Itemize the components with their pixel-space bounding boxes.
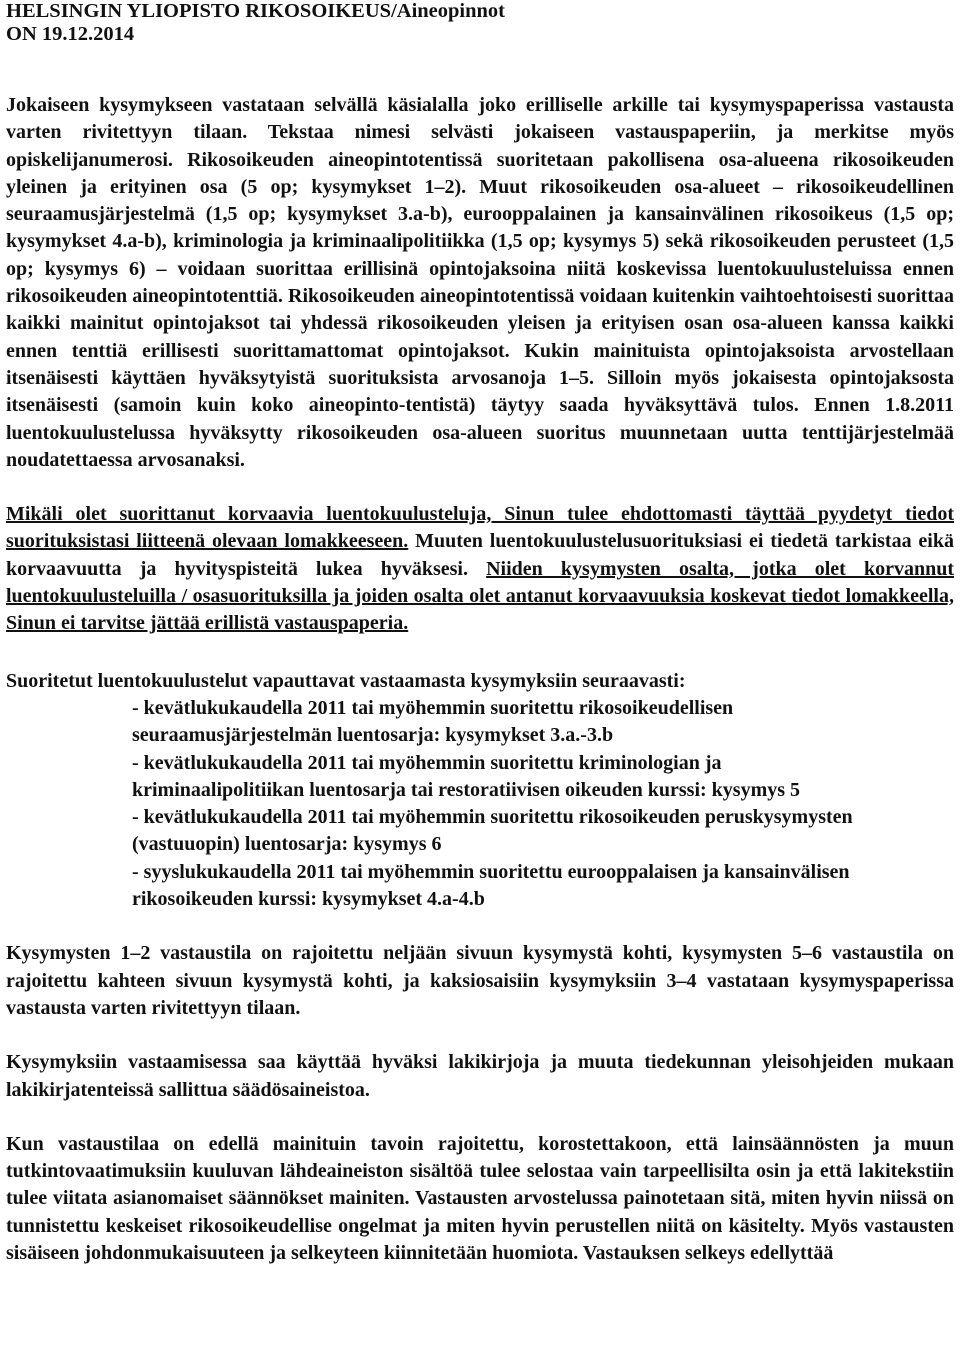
instructions-paragraph: Jokaiseen kysymykseen vastataan selvällä käsialalla joko erilliselle arkille tai kysymyspaperissa vastausta varten rivitettyyn tilaan. Tekstaa nimesi selvästi jokaiseen vastauspaperiin, ja merkitse myös opiskelijanumerosi. Rikosoikeuden aineopintotentissä suoritetaan pakollisena osa-alueena rikosoikeuden yleinen ja erityinen osa (5 op; kysymykset 1–2). Muut rikosoikeuden osa-alueet – rikosoikeudellinen seuraamusjärjestelmä (1,5 op; kysymykset 3.a-b), eurooppalainen ja kansainvälinen rikosoikeus (1,5 op; kysymykset 4.a-b), kriminologia ja kriminaalipolitiikka (1,5 op; kysymys 5) sekä rikosoikeuden perusteet (1,5 op; kysymys 6) – voidaan suorittaa erillisinä opintojaksoina niitä koskevissa luentokuulusteluissa ennen rikosoikeuden aineopintotenttiä. Rikosoikeuden aineopintotentissä voidaan kuitenkin vaihtoehtoisesti suorittaa kaikki mainitut opintojaksot tai yhdessä rikosoikeuden yleisen ja erityisen osan osa-alueen kanssa kaikki ennen tenttiä erillisesti suorittamattomat opintojaksot. Kukin mainituista opintojaksoista arvostellaan itsenäisesti käyttäen hyväksytyistä suorituksista arvosanoja 1–5. Silloin myös jokaisesta opintojaksosta itsenäisesti (samoin kuin koko aineopinto-tentistä) täytyy saada hyväksyttävä tulos. Ennen 1.8.2011 luentokuulustelussa hyväksytty rikosoikeuden osa-alueen suoritus muunnetaan uutta tenttijärjestelmää noudatettaessa arvosanaksi. xyxy=(6,94,954,471)
answer-space-paragraph: Kysymysten 1–2 vastaustila on rajoitettu neljään sivuun kysymystä kohti, kysymysten 5–6 vastaustila on rajoitettu kahteen sivuun kysymystä kohti, ja kaksiosaisiin kysymyksiin 3–4 vastataan kysymyspaperissa vastausta varten rivitettyyn tilaan. xyxy=(6,942,954,1019)
list-item: - kevätlukukaudella 2011 tai myöhemmin suoritettu kriminologian ja kriminaalipolitiikan luentosarja tai restoratiivisen oikeuden kurssi: kysymys 5 xyxy=(132,751,801,801)
credit-paragraph xyxy=(6,501,954,637)
list-item: - syyslukukaudella 2011 tai myöhemmin suoritettu eurooppalaisen ja kansainvälisen rikosoikeuden kurssi: kysymykset 4.a-4.b xyxy=(132,860,850,911)
list-item: - kevätlukukaudella 2011 tai myöhemmin suoritettu rikosoikeudellisen seuraamusjärjestelmän luentosarja: kysymykset 3.a.-3.b xyxy=(132,696,734,747)
credit-notice-underlined-2: Niiden kysymysten osalta, jotka olet korvannut luentokuulusteluilla / osasuorituksilla ja joiden osalta olet antanut korvaavuuksia koskevat tiedot lomakkeella, Sinun ei tarvitse jättää erillistä vastauspaperia. xyxy=(6,557,954,635)
grading-paragraph: Kun vastaustilaa on edellä mainituin tavoin rajoitettu, korostettakoon, että lainsäännösten ja muun tutkintovaatimuksiin kuuluvan lähdeaineiston sisältöä tulee selostaa vain tarpeellisilta osin ja että lakitekstiin tulee viitata asianomaiset säännökset mainiten. Vastausten arvostelussa painotetaan sitä, miten hyvin niissä on tunnistettu keskeiset rikosoikeudellise ongelmat ja miten hyvin perustellen niitä on käsitelty. Myös vastausten sisäiseen johdonmukaisuuteen ja selkeyteen kiinnitetään huomiota. Vastauksen selkeys edellyttää xyxy=(6,1132,954,1264)
list-item: - kevätlukukaudella 2011 tai myöhemmin suoritettu rikosoikeuden peruskysymysten (vastuuopin) luentosarja: kysymys 6 xyxy=(132,806,853,856)
credit-notice-underlined-1: Mikäli olet suorittanut korvaavia luentokuulusteluja, Sinun tulee ehdottomasti täyttää pyydetyt tiedot suorituksistasi liitteenä olevaan lomakkeeseen. xyxy=(6,503,954,553)
materials-paragraph: Kysymyksiin vastaamisessa saa käyttää hyväksi lakikirjoja ja muuta tiedekunnan yleisohjeiden mukaan lakikirjatenteissä sallittua säädösaineistoa. xyxy=(6,1051,954,1101)
header-title: HELSINGIN YLIOPISTO RIKOSOIKEUS/Aineopinnot xyxy=(6,0,505,22)
credit-notice-plain: Muuten luentokuulustelusuorituksiasi ei tiedetä tarkistaa eikä korvaavuutta ja hyvityspisteitä lukea hyväksesi. xyxy=(6,530,954,580)
document-header xyxy=(6,0,954,46)
exemptions-intro: Suoritetut luentokuulustelut vapauttavat vastaamasta kysymyksiin seuraavasti: xyxy=(6,669,686,692)
header-date: ON 19.12.2014 xyxy=(6,23,135,45)
exam-instructions-page xyxy=(6,0,954,1267)
exemptions-list xyxy=(132,695,892,913)
